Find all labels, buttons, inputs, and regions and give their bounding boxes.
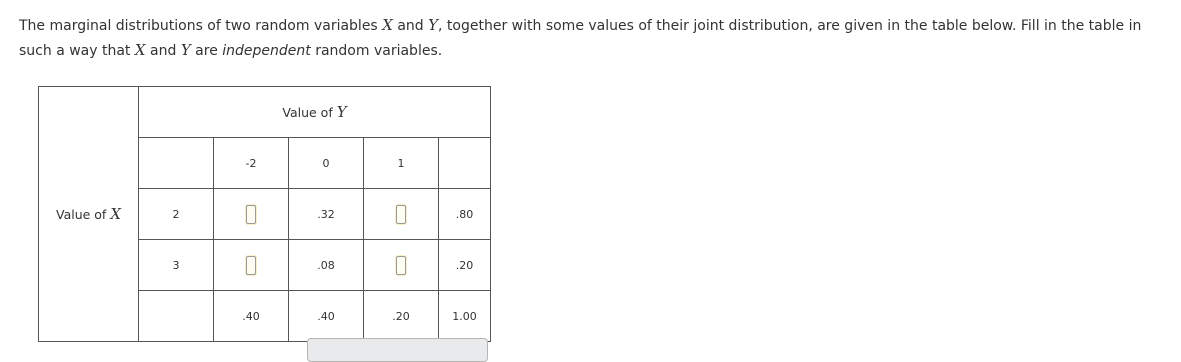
answer-input-x2-y-2[interactable] bbox=[246, 205, 256, 224]
y-value-cell: 1 bbox=[364, 138, 439, 189]
y-header-cell bbox=[139, 87, 491, 138]
joint-cell: .08 bbox=[289, 240, 364, 291]
y-value-cell: -2 bbox=[214, 138, 289, 189]
joint-cell: .32 bbox=[289, 189, 364, 240]
variable-x: X bbox=[134, 41, 146, 59]
y-header-label: Value of bbox=[282, 105, 337, 120]
prompt-text: and bbox=[392, 18, 429, 34]
prompt-text: and bbox=[145, 43, 181, 59]
prompt-text: The marginal distributions of two random variables bbox=[19, 18, 383, 34]
marginal-x-cell: .80 bbox=[439, 189, 491, 240]
prompt-text: are bbox=[190, 43, 223, 59]
x-value-cell: 2 bbox=[139, 189, 214, 240]
grand-total-cell: 1.00 bbox=[439, 291, 491, 342]
joint-distribution-table bbox=[38, 86, 491, 342]
prompt-text: , together with some values of their joint distribution, are given in the table below. Fill in the table in such a way that bbox=[19, 18, 1142, 59]
empty-cell bbox=[139, 291, 214, 342]
answer-input-x2-y1[interactable] bbox=[396, 205, 406, 224]
emphasis-independent: independent bbox=[222, 43, 311, 59]
y-value-cell: 0 bbox=[289, 138, 364, 189]
empty-cell bbox=[139, 138, 214, 189]
marginal-x-cell: .20 bbox=[439, 240, 491, 291]
joint-cell bbox=[214, 189, 289, 240]
answer-input-x3-y1[interactable] bbox=[396, 256, 406, 275]
variable-y: Y bbox=[428, 16, 439, 34]
answer-input-x3-y-2[interactable] bbox=[246, 256, 256, 275]
x-header-cell bbox=[39, 87, 139, 342]
submit-toolbar[interactable] bbox=[307, 338, 488, 362]
table-row-y-header bbox=[39, 87, 491, 138]
x-value-cell: 3 bbox=[139, 240, 214, 291]
empty-cell bbox=[439, 138, 491, 189]
variable-x: X bbox=[382, 16, 393, 34]
marginal-y-cell: .40 bbox=[214, 291, 289, 342]
joint-cell bbox=[364, 189, 439, 240]
x-header-var: X bbox=[110, 205, 121, 223]
y-header-var: Y bbox=[336, 103, 347, 121]
variable-y: Y bbox=[180, 41, 191, 59]
problem-statement bbox=[19, 13, 1164, 63]
prompt-text: random variables. bbox=[310, 43, 443, 59]
joint-cell bbox=[364, 240, 439, 291]
marginal-y-cell: .20 bbox=[364, 291, 439, 342]
marginal-y-cell: .40 bbox=[289, 291, 364, 342]
x-header-label: Value of bbox=[55, 207, 111, 222]
joint-cell bbox=[214, 240, 289, 291]
